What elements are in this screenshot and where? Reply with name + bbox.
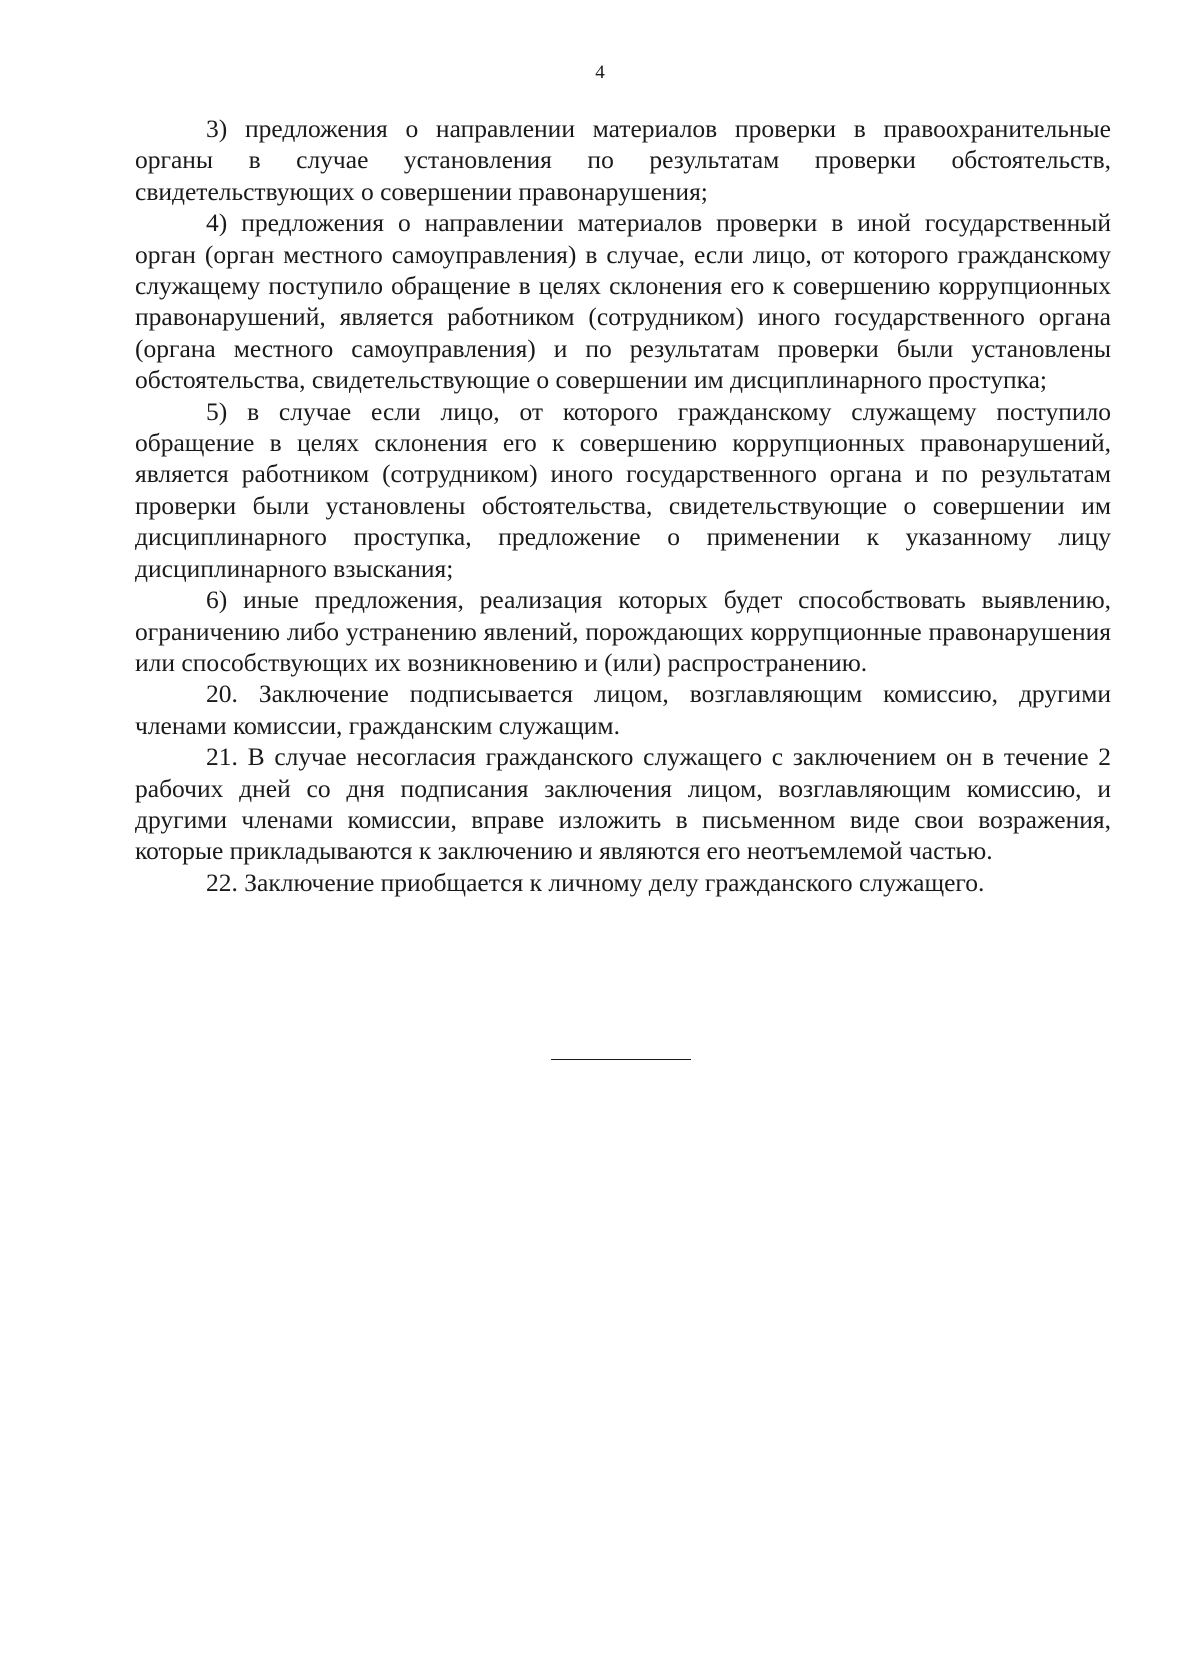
clause-22-personal-file: 22. Заключение приобщается к личному делу гражданского служащего. [206, 867, 985, 897]
end-of-document-rule [551, 1059, 691, 1060]
document-body [135, 113, 1111, 898]
item-5-disciplinary-penalty: 5) в случае если лицо, от которого гражданскому служащему поступило обращение в целях склонения его к совершению коррупционных правонарушений, является работником (сотрудником) иного государственного органа и по результатам проверки были установлены обстоятельства, свидетельствующие о совершении им дисциплинарного проступка, предложение о применении к указанному лицу дисциплинарного взыскания; [135, 396, 1111, 583]
item-6-other-proposals: 6) иные предложения, реализация которых будет способствовать выявлению, ограничению либо устранению явлений, порождающих коррупционные правонарушения или способствующих их возникновению и (или) распространению. [135, 585, 1111, 677]
page-number: 4 [595, 62, 605, 83]
clause-21-objections: 21. В случае несогласия гражданского служащего с заключением он в течение 2 рабочих дней со дня подписания заключения лицом, возглавляющим комиссию, и другими членами комиссии, вправе изложить в письменном виде свои возражения, которые прикладываются к заключению и являются его неотъемлемой частью. [135, 742, 1111, 866]
item-4-proposal-other-agency: 4) предложения о направлении материалов проверки в иной государственный орган (орган местного самоуправления) в случае, если лицо, от которого гражданскому служащему поступило обращение в целях склонения его к совершению коррупционных правонарушений, является работником (сотрудником) иного государственного органа (органа местного самоуправления) и по результатам проверки были установлены обстоятельства, свидетельствующие о совершении им дисциплинарного проступка; [135, 208, 1111, 395]
item-3-proposal-law-enforcement: 3) предложения о направлении материалов проверки в правоохранительные органы в случае установления по результатам проверки обстоятельств, свидетельствующих о совершении правонарушения; [135, 114, 1111, 206]
clause-20-signing: 20. Заключение подписывается лицом, возглавляющим комиссию, другими членами комиссии, гражданским служащим. [135, 679, 1111, 740]
